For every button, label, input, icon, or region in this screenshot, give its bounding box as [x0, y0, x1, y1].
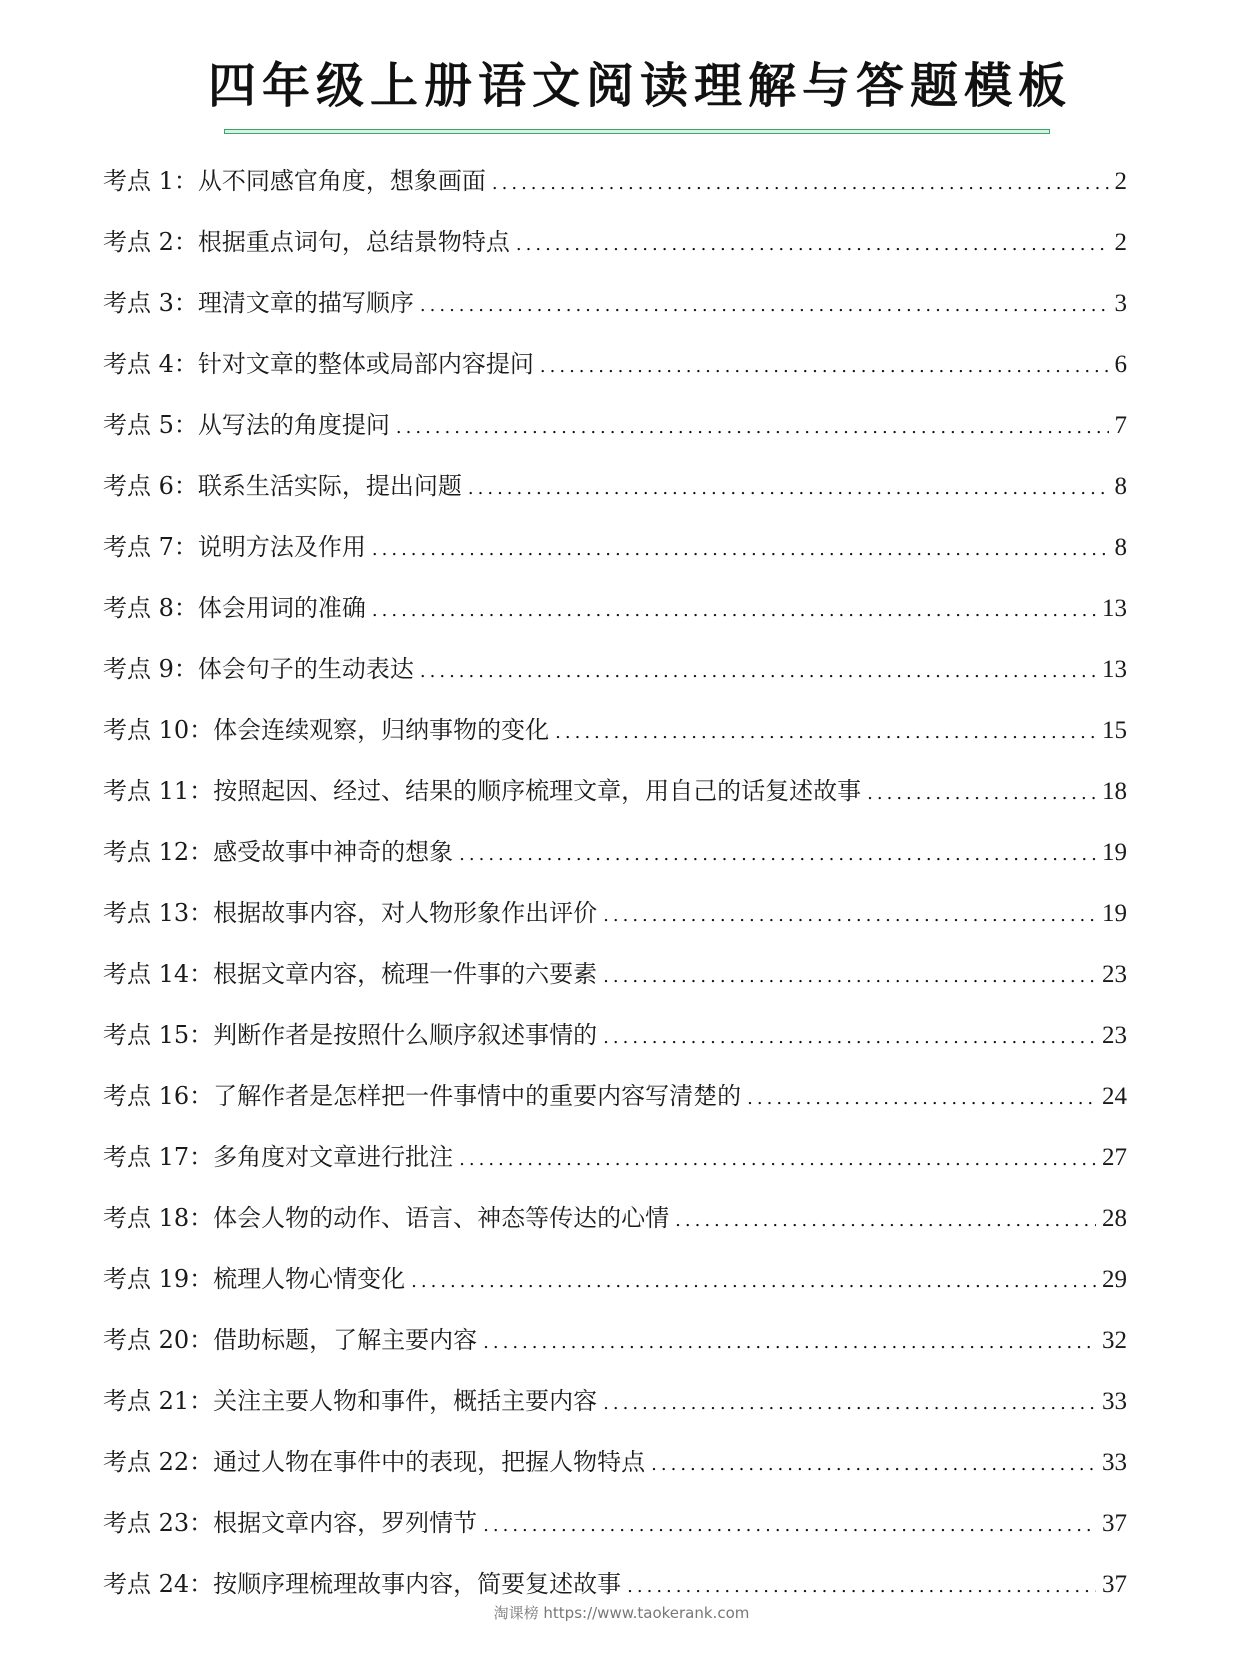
toc-entry[interactable] — [103, 466, 1127, 527]
toc-entry-label: 考点 10：体会连续观察，归纳事物的变化 — [103, 716, 550, 744]
toc-entry-page: 6 — [1114, 351, 1127, 378]
toc-entry-label: 考点 9：体会句子的生动表达 — [103, 655, 414, 683]
toc-entry[interactable] — [103, 771, 1127, 832]
toc-entry-page: 32 — [1102, 1327, 1127, 1354]
dot-leader — [603, 1018, 1096, 1058]
toc-entry-label: 考点 8：体会用词的准确 — [103, 594, 366, 622]
toc-entry-page: 28 — [1102, 1205, 1127, 1232]
toc-entry[interactable] — [103, 1442, 1127, 1503]
toc-entry-page: 33 — [1102, 1449, 1127, 1476]
toc-entry-page: 7 — [1114, 412, 1127, 439]
toc-entry[interactable] — [103, 893, 1127, 954]
toc-entry-label: 考点 19：梳理人物心情变化 — [103, 1265, 406, 1293]
toc-entry-label: 考点 16：了解作者是怎样把一件事情中的重要内容写清楚的 — [103, 1082, 742, 1110]
toc-entry-page: 29 — [1102, 1266, 1127, 1293]
document-title: 四年级上册语文阅读理解与答题模板 — [207, 58, 1072, 114]
toc-entry[interactable] — [103, 1259, 1127, 1320]
dot-leader — [603, 957, 1096, 997]
dot-leader — [372, 530, 1109, 570]
dot-leader — [516, 225, 1109, 265]
dot-leader — [420, 652, 1096, 692]
toc-entry[interactable] — [103, 832, 1127, 893]
table-of-contents — [103, 161, 1127, 1625]
toc-entry-label: 考点 14：根据文章内容，梳理一件事的六要素 — [103, 960, 598, 988]
toc-entry-page: 23 — [1102, 961, 1127, 988]
toc-entry[interactable] — [103, 527, 1127, 588]
toc-entry-label: 考点 4：针对文章的整体或局部内容提问 — [103, 350, 534, 378]
toc-entry-page: 19 — [1102, 900, 1127, 927]
footer-watermark: 淘课榜 https://www.taokerank.com — [493, 1604, 750, 1622]
title-divider — [224, 129, 1050, 134]
toc-entry[interactable] — [103, 954, 1127, 1015]
dot-leader — [372, 591, 1096, 631]
dot-leader — [867, 774, 1096, 814]
toc-entry-label: 考点 7：说明方法及作用 — [103, 533, 366, 561]
toc-entry-page: 37 — [1102, 1571, 1127, 1598]
toc-entry-label: 考点 18：体会人物的动作、语言、神态等传达的心情 — [103, 1204, 670, 1232]
toc-entry-page: 13 — [1102, 595, 1127, 622]
toc-entry-page: 8 — [1114, 473, 1127, 500]
toc-entry-page: 18 — [1102, 778, 1127, 805]
toc-entry[interactable] — [103, 710, 1127, 771]
dot-leader — [411, 1262, 1096, 1302]
dot-leader — [555, 713, 1096, 753]
toc-entry-label: 考点 23：根据文章内容，罗列情节 — [103, 1509, 478, 1537]
toc-entry[interactable] — [103, 344, 1127, 405]
toc-entry-label: 考点 12：感受故事中神奇的想象 — [103, 838, 454, 866]
toc-entry-label: 考点 24：按顺序理梳理故事内容，简要复述故事 — [103, 1570, 622, 1598]
dot-leader — [396, 408, 1109, 448]
toc-entry[interactable] — [103, 588, 1127, 649]
toc-entry-label: 考点 20：借助标题，了解主要内容 — [103, 1326, 478, 1354]
toc-entry-page: 8 — [1114, 534, 1127, 561]
dot-leader — [459, 835, 1096, 875]
toc-entry-label: 考点 22：通过人物在事件中的表现，把握人物特点 — [103, 1448, 646, 1476]
dot-leader — [459, 1140, 1096, 1180]
toc-entry-page: 37 — [1102, 1510, 1127, 1537]
toc-entry-page: 24 — [1102, 1083, 1127, 1110]
toc-entry[interactable] — [103, 1320, 1127, 1381]
toc-entry-label: 考点 21：关注主要人物和事件，概括主要内容 — [103, 1387, 598, 1415]
toc-entry-label: 考点 13：根据故事内容，对人物形象作出评价 — [103, 899, 598, 927]
dot-leader — [603, 896, 1096, 936]
toc-entry[interactable] — [103, 649, 1127, 710]
dot-leader — [468, 469, 1109, 509]
toc-entry[interactable] — [103, 1381, 1127, 1442]
dot-leader — [675, 1201, 1096, 1241]
toc-entry-page: 2 — [1114, 168, 1127, 195]
toc-entry-label: 考点 17：多角度对文章进行批注 — [103, 1143, 454, 1171]
dot-leader — [540, 347, 1109, 387]
toc-entry[interactable] — [103, 1503, 1127, 1564]
dot-leader — [603, 1384, 1096, 1424]
toc-entry[interactable] — [103, 1076, 1127, 1137]
dot-leader — [420, 286, 1109, 326]
toc-entry-page: 13 — [1102, 656, 1127, 683]
toc-entry[interactable] — [103, 222, 1127, 283]
dot-leader — [627, 1567, 1096, 1607]
toc-entry-page: 15 — [1102, 717, 1127, 744]
toc-entry[interactable] — [103, 283, 1127, 344]
toc-entry-page: 3 — [1114, 290, 1127, 317]
dot-leader — [651, 1445, 1096, 1485]
toc-entry-label: 考点 1：从不同感官角度，想象画面 — [103, 167, 486, 195]
toc-entry-label: 考点 3：理清文章的描写顺序 — [103, 289, 414, 317]
toc-entry-label: 考点 5：从写法的角度提问 — [103, 411, 390, 439]
toc-entry[interactable] — [103, 405, 1127, 466]
toc-entry-page: 19 — [1102, 839, 1127, 866]
toc-entry-label: 考点 2：根据重点词句，总结景物特点 — [103, 228, 510, 256]
toc-entry[interactable] — [103, 1198, 1127, 1259]
toc-entry-label: 考点 6：联系生活实际，提出问题 — [103, 472, 462, 500]
toc-entry-page: 2 — [1114, 229, 1127, 256]
toc-entry-label: 考点 11：按照起因、经过、结果的顺序梳理文章，用自己的话复述故事 — [103, 777, 862, 805]
toc-entry[interactable] — [103, 1137, 1127, 1198]
dot-leader — [483, 1506, 1096, 1546]
dot-leader — [483, 1323, 1096, 1363]
toc-entry-page: 27 — [1102, 1144, 1127, 1171]
toc-entry-label: 考点 15：判断作者是按照什么顺序叙述事情的 — [103, 1021, 598, 1049]
dot-leader — [492, 164, 1109, 204]
dot-leader — [747, 1079, 1096, 1119]
toc-entry-page: 33 — [1102, 1388, 1127, 1415]
toc-entry[interactable] — [103, 1015, 1127, 1076]
toc-entry-page: 23 — [1102, 1022, 1127, 1049]
toc-entry[interactable] — [103, 161, 1127, 222]
